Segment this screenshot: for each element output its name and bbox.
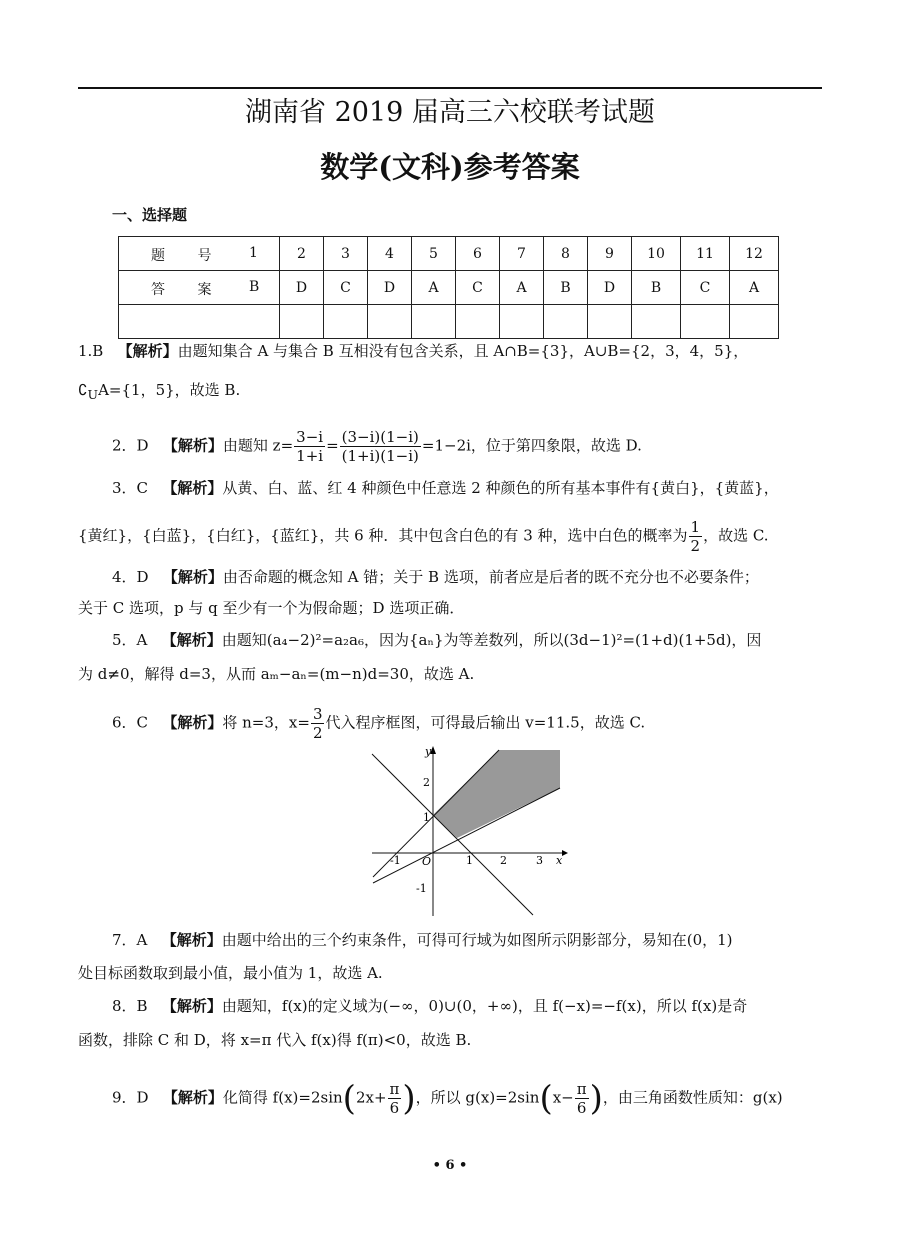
table-cell: D (588, 271, 632, 305)
table-row-numbers (119, 237, 779, 271)
table-cell: A (412, 271, 456, 305)
row-label: 题 号 (151, 248, 226, 264)
x-tick: 3 (536, 854, 543, 867)
answer-5: 5．A 【解析】由题知(a₄−2)²=a₂a₆，因为{aₙ}为等差数列，所以(3d−1)²=(1+d)(1+5d)，因 (112, 631, 762, 649)
document-title: 湖南省 2019 届高三六校联考试题 (245, 97, 655, 128)
table-cell (456, 305, 500, 339)
table-cell: 3 (324, 237, 368, 271)
answer-3-cont: {黄红}，{白蓝}，{白红}，{蓝红}，共 6 种．其中包含白色的有 3 种，选中白色的概率为 $\frac{1}{2}$ ，故选 C. (78, 518, 769, 555)
header-rule (78, 87, 822, 89)
answer-3: 3．C 【解析】从黄、白、蓝、红 4 种颜色中任意选 2 种颜色的所有基本事件有{黄白}，{黄蓝}， (112, 479, 779, 497)
x-tick: 1 (466, 854, 473, 867)
table-cell: 5 (412, 237, 456, 271)
feasible-region-graph (330, 740, 570, 920)
answer-table (118, 236, 779, 339)
answer-4-cont: 关于 C 选项，p 与 q 至少有一个为假命题；D 选项正确． (78, 599, 465, 617)
page-number: • 6 • (432, 1158, 468, 1173)
answer-5-cont: 为 d≠0，解得 d=3，从而 aₘ−aₙ=(m−n)d=30，故选 A. (78, 665, 475, 683)
x-tick: -1 (390, 854, 401, 867)
table-cell (544, 305, 588, 339)
row-label: 答 案 (151, 282, 226, 298)
answer-2: 2．D 【解析】由题知 z= $\frac{3-i}{1+i}$ = $\frac{(3-i)(1-i)}{(1+i)(1-i)}$ =1−2i，位于第四象限，故选 D. (112, 428, 642, 465)
table-cell (632, 305, 681, 339)
y-tick: 1 (423, 811, 430, 824)
x-tick: 2 (500, 854, 507, 867)
table-cell (280, 305, 324, 339)
table-cell: 8 (544, 237, 588, 271)
table-cell: 11 (681, 237, 730, 271)
answer-8-cont: 函数，排除 C 和 D，将 x=π 代入 f(x)得 f(π)<0，故选 B. (78, 1031, 472, 1049)
table-cell: 10 (632, 237, 681, 271)
cell: 1 (249, 245, 258, 261)
table-cell: 12 (730, 237, 779, 271)
answer-7: 7．A 【解析】由题中给出的三个约束条件，可得可行域为如图所示阴影部分，易知在(0，1) (112, 931, 733, 949)
cell: B (249, 279, 260, 295)
table-cell: 2 (280, 237, 324, 271)
y-tick: 2 (423, 776, 430, 789)
table-cell: C (456, 271, 500, 305)
answer-1: 1.B 【解析】由题知集合 A 与集合 B 互相没有包含关系，且 A∩B={3}，A∪B={2，3，4，5}， (78, 342, 749, 360)
x-axis-arrow-icon (562, 850, 568, 856)
table-cell: 6 (456, 237, 500, 271)
table-cell: C (324, 271, 368, 305)
table-cell: B (632, 271, 681, 305)
answer-9: 9．D 【解析】化简得 f(x)=2sin(2x+ $\frac{\pi}{6}$ )，所以 g(x)=2sin(x− $\frac{\pi}{6}$ )，由三角函数性质知：g(x) (112, 1078, 783, 1119)
shaded-region (433, 750, 560, 838)
document-subtitle: 数学(文科)参考答案 (320, 150, 580, 184)
answer-1-cont: $∁_UA=\{1$，5}，故选 B. (78, 381, 241, 402)
origin-label: O (422, 855, 432, 868)
table-row-empty (119, 305, 779, 339)
table-cell: D (280, 271, 324, 305)
table-cell: 9 (588, 237, 632, 271)
y-axis-label: y (425, 745, 432, 758)
answer-6: 6．C 【解析】将 n=3，x= $\frac{3}{2}$ 代入程序框图，可得最后输出 v=11.5，故选 C. (112, 705, 646, 742)
table-cell (324, 305, 368, 339)
table-cell (681, 305, 730, 339)
table-cell: A (730, 271, 779, 305)
table-cell: B (544, 271, 588, 305)
answer-8: 8．B 【解析】由题知，f(x)的定义域为(−∞，0)∪(0，+∞)，且 f(−x)=−f(x)，所以 f(x)是奇 (112, 997, 748, 1015)
answer-4: 4．D 【解析】由否命题的概念知 A 错；关于 B 选项，前者应是后者的既不充分也不必要条件； (112, 568, 759, 586)
table-cell (588, 305, 632, 339)
y-tick: -1 (416, 882, 427, 895)
table-cell: 4 (368, 237, 412, 271)
x-axis-label: x (556, 854, 563, 867)
table-cell: 7 (500, 237, 544, 271)
table-cell (412, 305, 456, 339)
table-cell (730, 305, 779, 339)
table-cell: D (368, 271, 412, 305)
table-cell: C (681, 271, 730, 305)
table-cell (368, 305, 412, 339)
section-heading: 一、选择题 (112, 206, 188, 224)
table-cell: A (500, 271, 544, 305)
table-cell (500, 305, 544, 339)
answer-7-cont: 处目标函数取到最小值，最小值为 1，故选 A. (78, 964, 383, 982)
table-row-answers (119, 271, 779, 305)
